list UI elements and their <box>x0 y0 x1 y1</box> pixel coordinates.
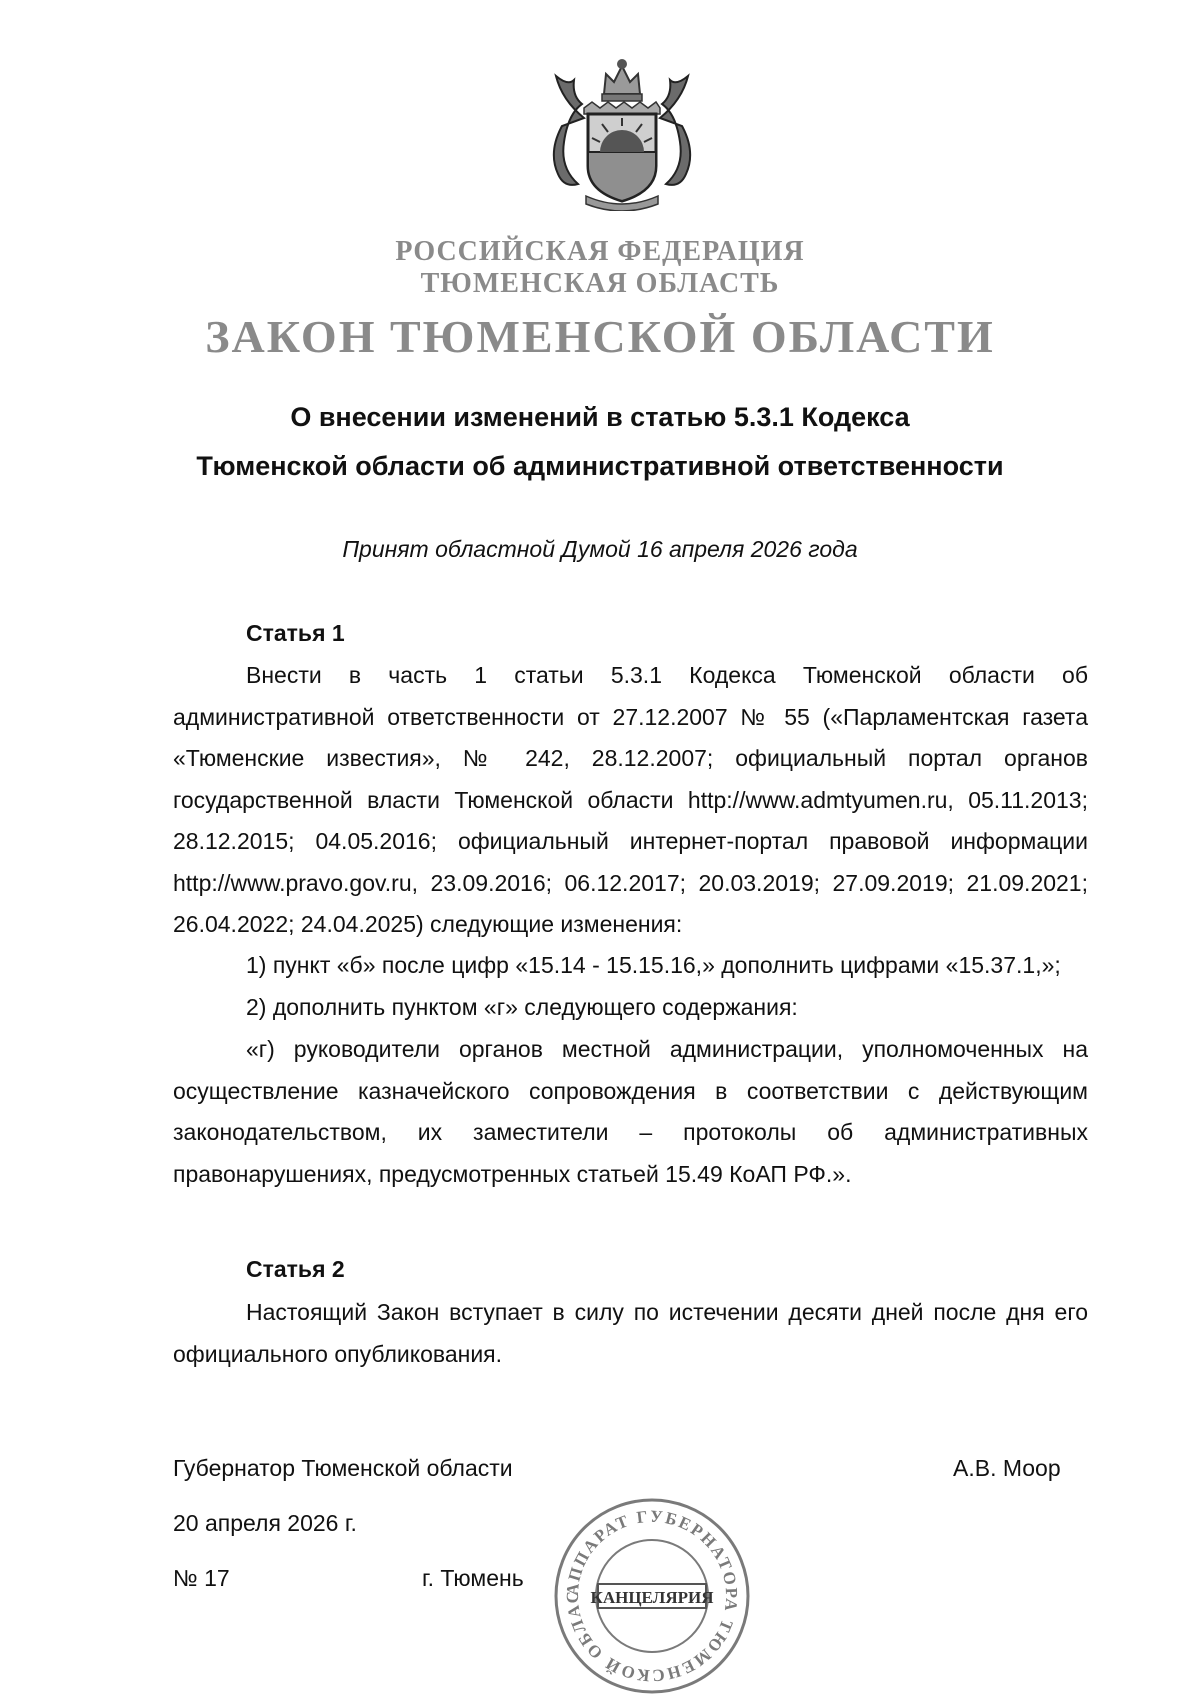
signing-city: г. Тюмень <box>422 1565 524 1591</box>
adoption-note: Принят областной Думой 16 апреля 2026 года <box>342 536 858 562</box>
signatory-position: Губернатор Тюменской области <box>173 1455 513 1481</box>
signing-date: 20 апреля 2026 г. <box>173 1510 357 1536</box>
law-title-line-1: О внесении изменений в статью 5.3.1 Кодекса <box>290 402 910 432</box>
signatory-name: А.В. Моор <box>953 1455 1061 1481</box>
header-country: РОССИЙСКАЯ ФЕДЕРАЦИЯ <box>395 236 805 267</box>
law-title-line-2: Тюменской области об административной ответственности <box>196 451 1004 481</box>
stamp-center-text: КАНЦЕЛЯРИЯ <box>590 1588 714 1607</box>
article-2-heading: Статья 2 <box>246 1256 345 1282</box>
stamp-ring-text: АППАРАТ ГУБЕРНАТОРА ТЮМЕНСКОЙ ОБЛАС <box>562 1506 742 1686</box>
header-region: ТЮМЕНСКАЯ ОБЛАСТЬ <box>420 268 780 299</box>
article-1-quote: «г) руководители органов местной администрации, уполномоченных на осуществление казначейского сопровождения в соответствии с действующим законодательством, их заместители – протоколы об административных правонарушениях, предусмотренных статьей 15.49 КоАП РФ.». <box>173 1036 1088 1187</box>
article-1-item-2: 2) дополнить пунктом «г» следующего содержания: <box>246 994 798 1020</box>
article-1-item-1: 1) пункт «б» после цифр «15.14 - 15.15.16,» дополнить цифрами «15.37.1,»; <box>246 952 1061 978</box>
chancellery-stamp-icon <box>552 1496 752 1696</box>
article-2-text: Настоящий Закон вступает в силу по истечении десяти дней после дня его официального опубликования. <box>173 1299 1088 1367</box>
header-doc-type: ЗАКОН ТЮМЕНСКОЙ ОБЛАСТИ <box>205 311 995 362</box>
article-1-heading: Статья 1 <box>246 620 345 646</box>
article-1-intro: Внести в часть 1 статьи 5.3.1 Кодекса Тюменской области об административной ответственности от 27.12.2007 № 55 («Парламентская газета «Тюменские известия», № 242, 28.12.2007; официальный портал органов государственной власти Тюменской области http://www.admtyumen.ru, 05.11.2013; 28.12.2015; 04.05.2016; официальный интернет-портал правовой информации http://www.pravo.gov.ru, 23.09.2016; 06.12.2017; 20.03.2019; 27.09.2019; 21.09.2021; 26.04.2022; 24.04.2025) следующие изменения: <box>173 662 1088 937</box>
law-number: № 17 <box>173 1565 230 1591</box>
coat-of-arms-icon <box>534 56 710 211</box>
